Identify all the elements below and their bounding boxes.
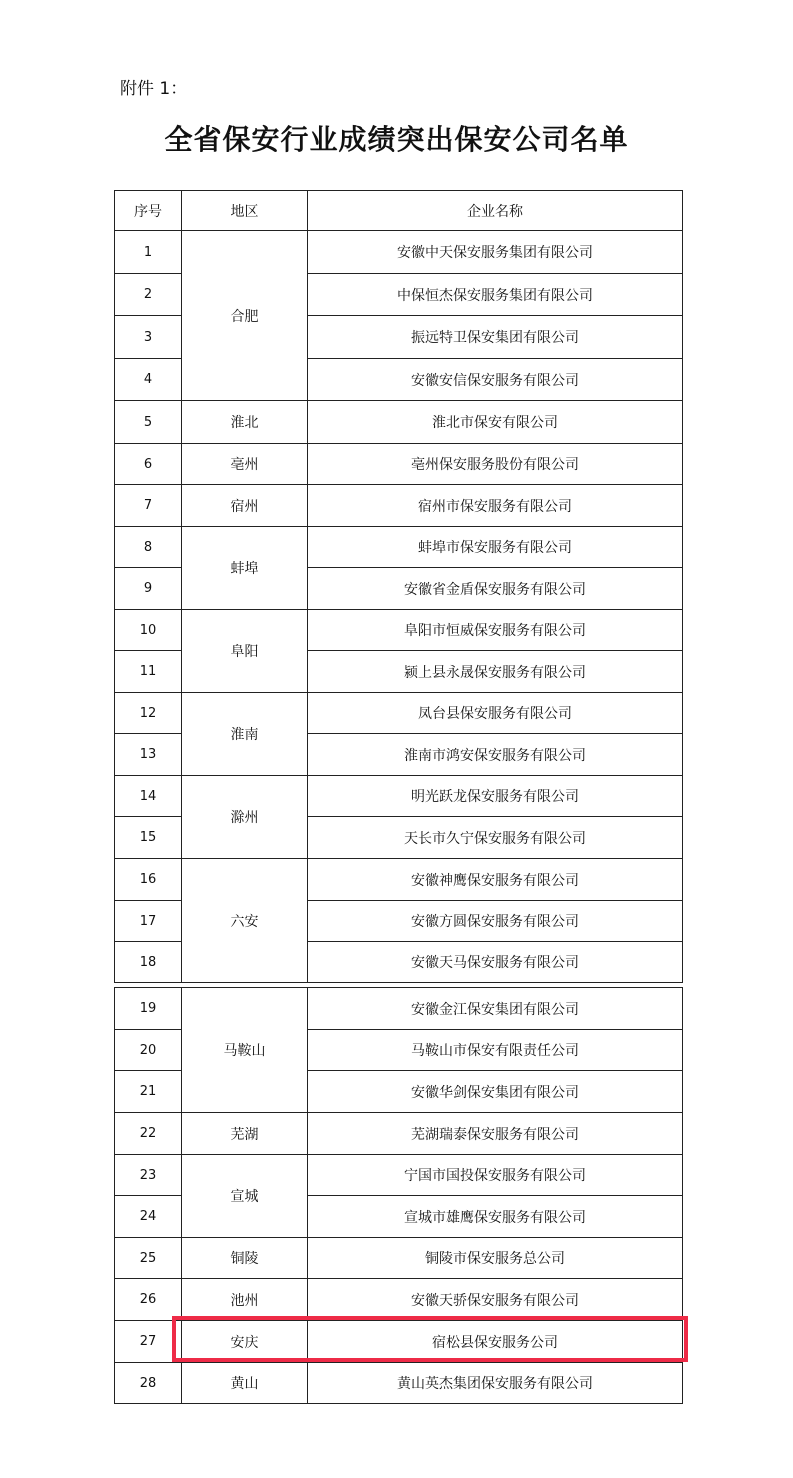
row-number: 23 — [115, 1155, 182, 1196]
company-name: 铜陵市保安服务总公司 — [308, 1238, 683, 1279]
region-cell: 池州 — [182, 1279, 308, 1321]
company-name: 凤台县保安服务有限公司 — [308, 693, 683, 734]
row-number: 11 — [115, 651, 182, 693]
row-number: 26 — [115, 1279, 182, 1321]
table-row — [115, 610, 683, 651]
table-row — [115, 1238, 683, 1279]
region-cell: 铜陵 — [182, 1238, 308, 1279]
region-cell: 亳州 — [182, 444, 308, 485]
row-number: 1 — [115, 231, 182, 274]
company-name: 安徽方圆保安服务有限公司 — [308, 901, 683, 942]
region-cell: 宿州 — [182, 485, 308, 527]
region-cell: 滁州 — [182, 776, 308, 859]
region-cell: 马鞍山 — [182, 988, 308, 1113]
company-name: 安徽金江保安集团有限公司 — [308, 988, 683, 1030]
table-row — [115, 401, 683, 444]
row-number: 4 — [115, 359, 182, 401]
table-header-row — [115, 191, 683, 231]
company-name: 颍上县永晟保安服务有限公司 — [308, 651, 683, 693]
header-no: 序号 — [115, 191, 182, 231]
header-region: 地区 — [182, 191, 308, 231]
company-name: 安徽神鹰保安服务有限公司 — [308, 859, 683, 901]
region-cell: 蚌埠 — [182, 527, 308, 610]
table-row — [115, 1363, 683, 1404]
row-number: 22 — [115, 1113, 182, 1155]
region-cell: 六安 — [182, 859, 308, 983]
region-cell: 淮北 — [182, 401, 308, 444]
row-number: 28 — [115, 1363, 182, 1404]
row-number: 2 — [115, 274, 182, 316]
company-name: 阜阳市恒威保安服务有限公司 — [308, 610, 683, 651]
company-name: 安徽天骄保安服务有限公司 — [308, 1279, 683, 1321]
company-name: 宁国市国投保安服务有限公司 — [308, 1155, 683, 1196]
row-number: 7 — [115, 485, 182, 527]
row-number: 25 — [115, 1238, 182, 1279]
company-name: 振远特卫保安集团有限公司 — [308, 316, 683, 359]
row-number: 27 — [115, 1321, 182, 1363]
company-name: 天长市久宁保安服务有限公司 — [308, 817, 683, 859]
table-row — [115, 527, 683, 568]
company-name: 淮南市鸿安保安服务有限公司 — [308, 734, 683, 776]
table-row — [115, 693, 683, 734]
table-row — [115, 776, 683, 817]
company-name: 淮北市保安有限公司 — [308, 401, 683, 444]
region-cell: 宣城 — [182, 1155, 308, 1238]
row-number: 18 — [115, 942, 182, 983]
row-number: 9 — [115, 568, 182, 610]
table-row — [115, 1113, 683, 1155]
row-number: 19 — [115, 988, 182, 1030]
row-number: 3 — [115, 316, 182, 359]
company-name: 宿州市保安服务有限公司 — [308, 485, 683, 527]
row-number: 8 — [115, 527, 182, 568]
region-cell: 合肥 — [182, 231, 308, 401]
row-number: 15 — [115, 817, 182, 859]
row-number: 17 — [115, 901, 182, 942]
company-name: 蚌埠市保安服务有限公司 — [308, 527, 683, 568]
region-cell: 淮南 — [182, 693, 308, 776]
table-row — [115, 444, 683, 485]
company-table-part-2 — [114, 987, 683, 1404]
company-name: 安徽华剑保安集团有限公司 — [308, 1071, 683, 1113]
region-cell: 阜阳 — [182, 610, 308, 693]
row-number: 12 — [115, 693, 182, 734]
company-name: 芜湖瑞泰保安服务有限公司 — [308, 1113, 683, 1155]
table-row — [115, 988, 683, 1030]
row-number: 20 — [115, 1030, 182, 1071]
table-row — [115, 231, 683, 274]
row-number: 21 — [115, 1071, 182, 1113]
company-name: 宣城市雄鹰保安服务有限公司 — [308, 1196, 683, 1238]
header-company: 企业名称 — [308, 191, 683, 231]
company-name: 明光跃龙保安服务有限公司 — [308, 776, 683, 817]
row-number: 13 — [115, 734, 182, 776]
region-cell: 芜湖 — [182, 1113, 308, 1155]
table-row — [115, 1321, 683, 1363]
page-title: 全省保安行业成绩突出保安公司名单 — [164, 123, 629, 156]
table-row — [115, 859, 683, 901]
region-cell: 黄山 — [182, 1363, 308, 1404]
row-number: 6 — [115, 444, 182, 485]
region-cell: 安庆 — [182, 1321, 308, 1363]
company-table-part-1 — [114, 190, 683, 983]
company-name: 安徽省金盾保安服务有限公司 — [308, 568, 683, 610]
table-row — [115, 485, 683, 527]
company-name: 黄山英杰集团保安服务有限公司 — [308, 1363, 683, 1404]
table-row — [115, 1279, 683, 1321]
company-name: 宿松县保安服务公司 — [308, 1321, 683, 1363]
company-name: 马鞍山市保安有限责任公司 — [308, 1030, 683, 1071]
row-number: 14 — [115, 776, 182, 817]
company-name: 安徽天马保安服务有限公司 — [308, 942, 683, 983]
company-name: 中保恒杰保安服务集团有限公司 — [308, 274, 683, 316]
company-name: 安徽安信保安服务有限公司 — [308, 359, 683, 401]
attachment-label: 附件 1： — [120, 79, 188, 99]
row-number: 5 — [115, 401, 182, 444]
row-number: 24 — [115, 1196, 182, 1238]
row-number: 16 — [115, 859, 182, 901]
company-name: 安徽中天保安服务集团有限公司 — [308, 231, 683, 274]
table-row — [115, 1155, 683, 1196]
company-name: 亳州保安服务股份有限公司 — [308, 444, 683, 485]
row-number: 10 — [115, 610, 182, 651]
